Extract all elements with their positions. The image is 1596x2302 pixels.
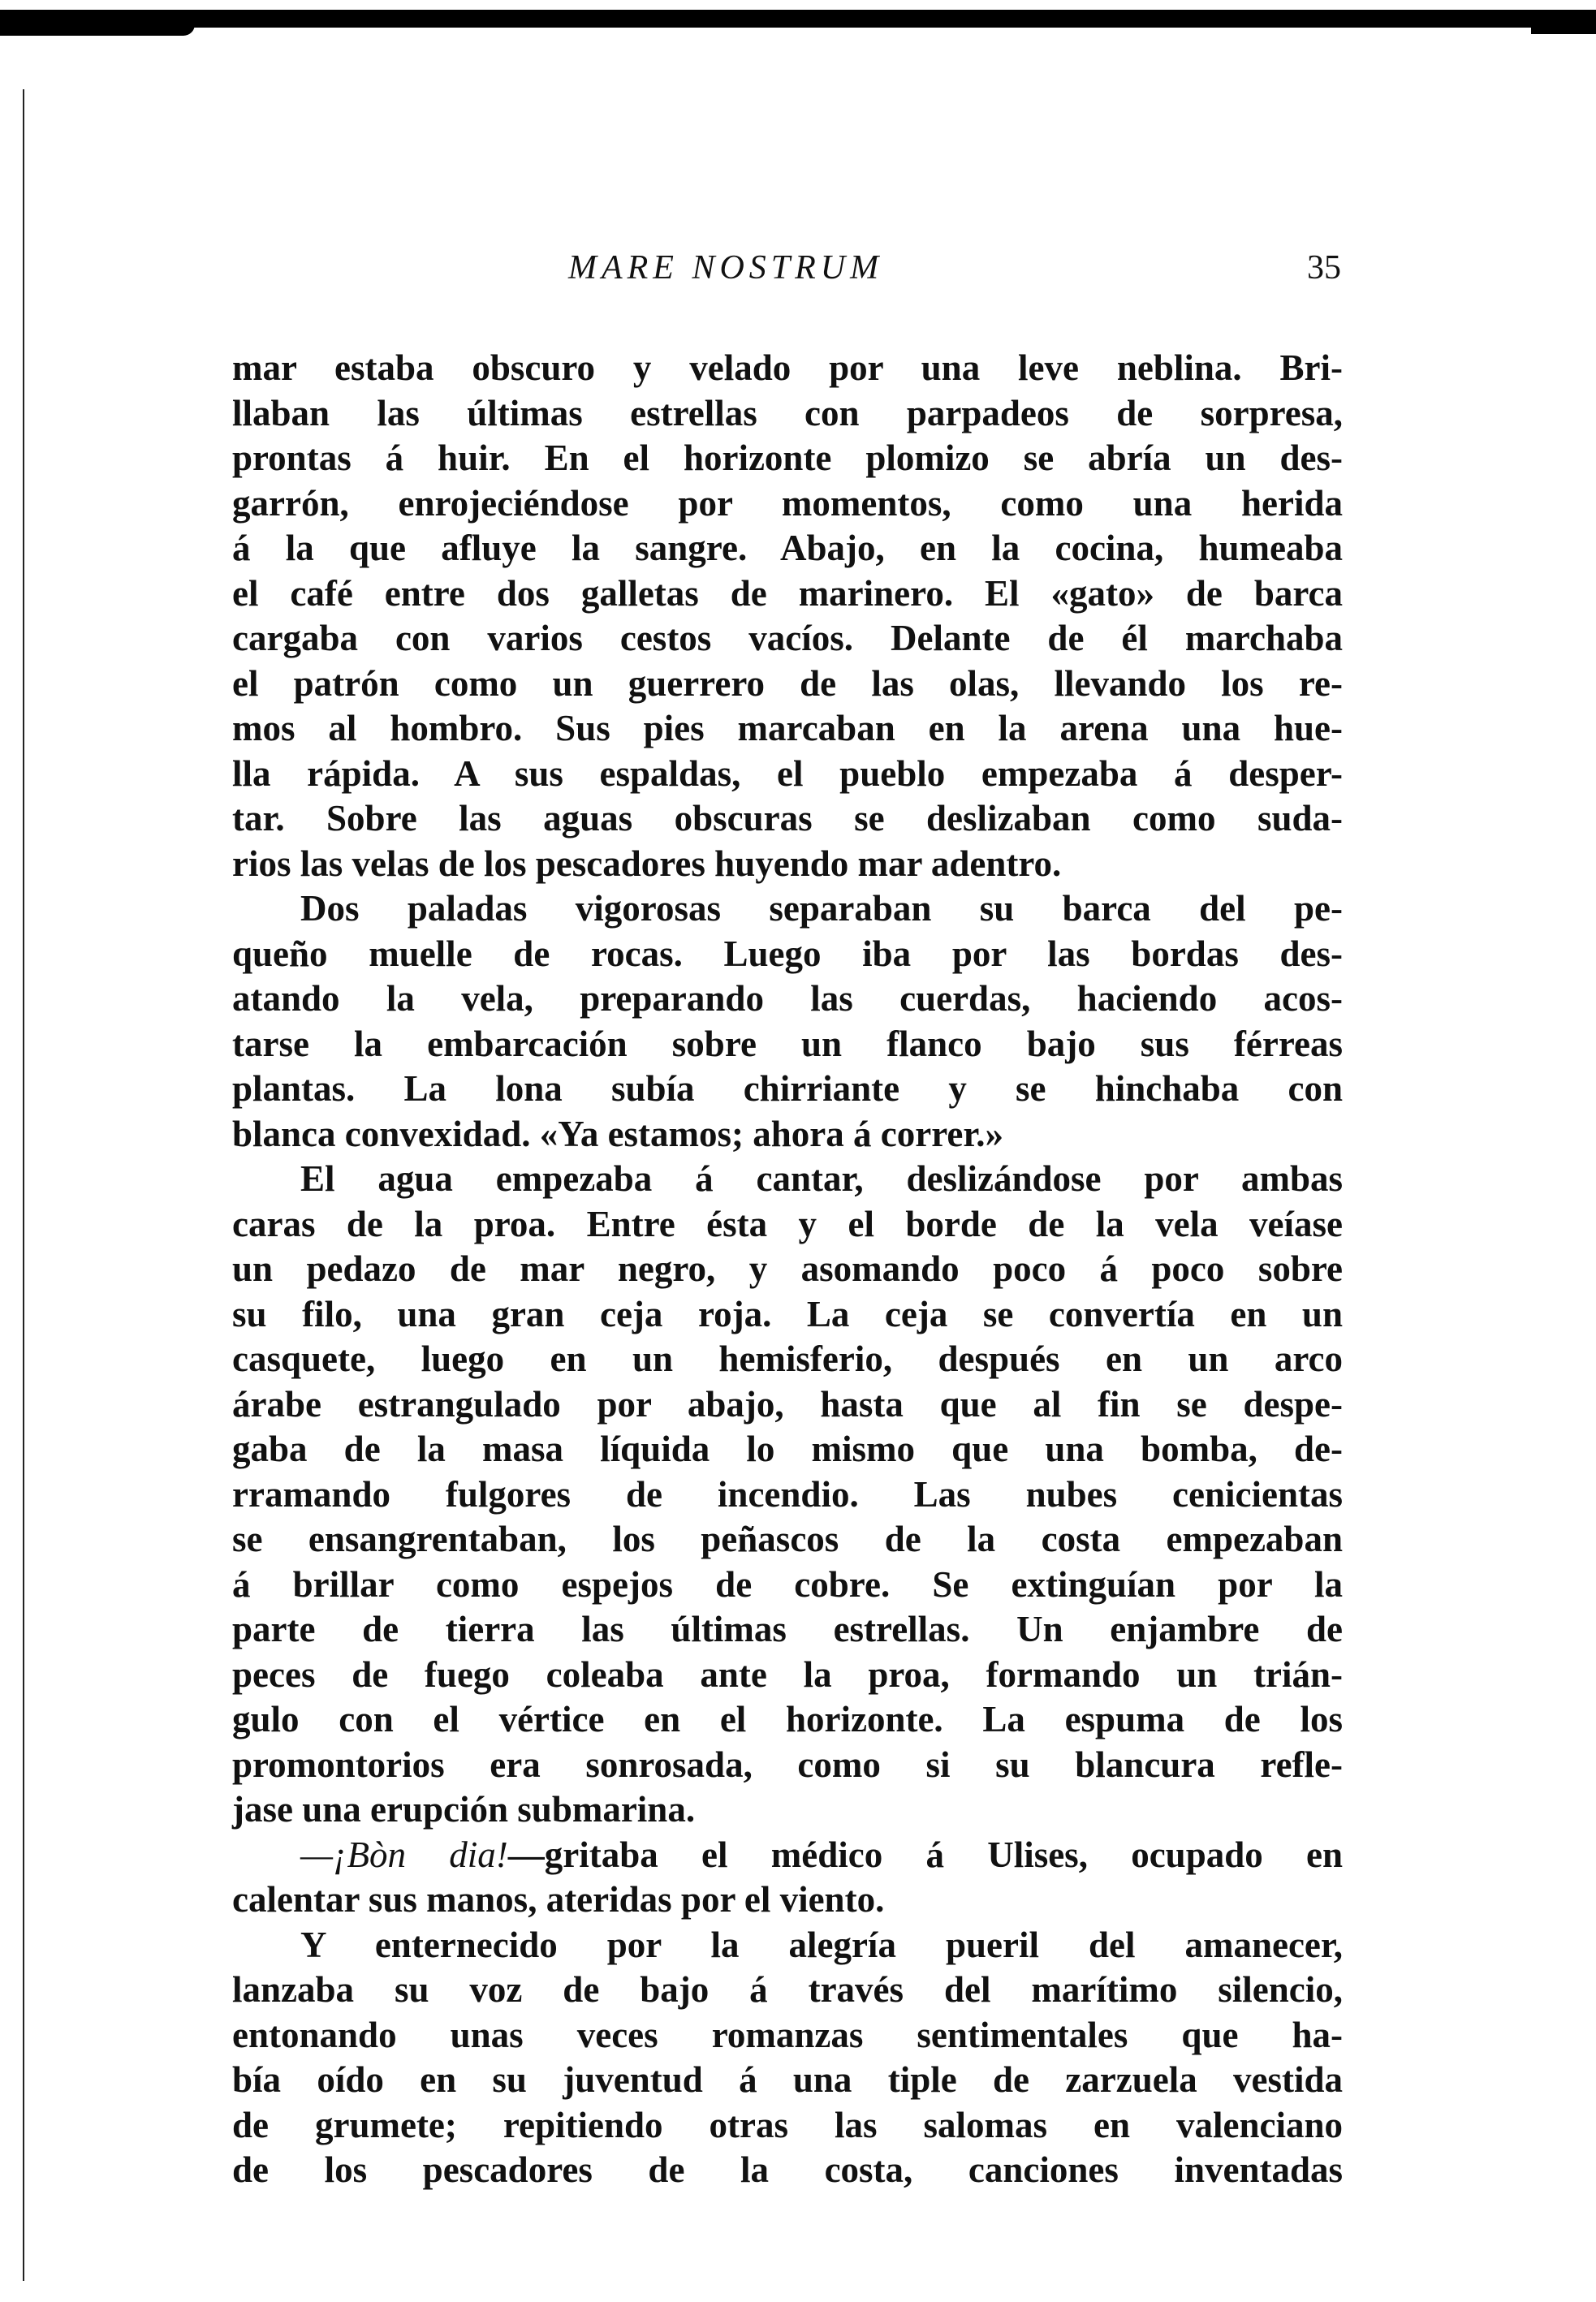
line-text: peces de fuego coleaba ante la proa, formando un trián-	[232, 1653, 1343, 1695]
text-line	[232, 526, 1343, 571]
body-text	[232, 346, 1343, 2193]
line-text: lla rápida. A sus espaldas, el pueblo empezaba á desper-	[232, 752, 1343, 794]
text-line	[232, 1202, 1343, 1248]
line-text: cargaba con varios cestos vacíos. Delante de él marchaba	[232, 618, 1343, 658]
line-text: queño muelle de rocas. Luego iba por las bordas des-	[232, 933, 1343, 974]
text-line	[232, 1292, 1343, 1338]
text-line	[232, 391, 1343, 437]
line-text: prontas á huir. En el horizonte plomizo se abría un des-	[232, 438, 1343, 478]
text-line	[232, 1247, 1343, 1292]
text-line	[232, 2013, 1343, 2058]
line-text: Y enternecido por la alegría pueril del amanecer,	[300, 1924, 1343, 1965]
line-text: mos al hombro. Sus pies marcaban en la arena una hue-	[232, 708, 1343, 748]
text-line	[232, 481, 1343, 527]
scan-edge-left	[23, 89, 24, 2281]
line-text: llaban las últimas estrellas con parpadeos de sorpresa,	[232, 392, 1343, 433]
scan-edge-shadow-right	[1531, 24, 1596, 34]
text-line	[232, 1697, 1343, 1743]
scan-edge-shadow	[0, 24, 195, 36]
text-line	[232, 1337, 1343, 1382]
text-line	[232, 346, 1343, 391]
line-text: caras de la proa. Entre ésta y el borde de la vela veíase	[232, 1203, 1343, 1244]
line-text: el café entre dos galletas de marinero. El «gato» de barca	[232, 572, 1343, 614]
text-line	[232, 1382, 1343, 1428]
text-line	[232, 1022, 1343, 1067]
text-line	[232, 1067, 1343, 1112]
line-text: de los pescadores de la costa, canciones inventadas	[232, 2149, 1343, 2190]
line-text: entonando unas veces romanzas sentimentales que ha-	[232, 2014, 1343, 2055]
text-line	[232, 1427, 1343, 1472]
text-line	[232, 2148, 1343, 2193]
line-text: de grumete; repitiendo otras las salomas en valenciano	[232, 2104, 1343, 2145]
line-text: á la que afluye la sangre. Abajo, en la cocina, humeaba	[232, 528, 1343, 568]
text-line	[232, 1112, 1343, 1157]
text-line	[232, 1743, 1343, 1788]
line-text: promontorios era sonrosada, como si su blancura refle-	[232, 1744, 1343, 1785]
line-text: mar estaba obscuro y velado por una leve neblina. Bri-	[232, 347, 1343, 388]
line-text: rramando fulgores de incendio. Las nubes cenicientas	[232, 1473, 1343, 1515]
text-line	[232, 2058, 1343, 2103]
text-line	[232, 842, 1343, 887]
line-text: á brillar como espejos de cobre. Se extinguían por la	[232, 1563, 1343, 1605]
line-text: lanzaba su voz de bajo á través del marítimo silencio,	[232, 1969, 1343, 2010]
text-line	[232, 886, 1343, 932]
line-text: —gritaba el médico á Ulises, ocupado en	[507, 1834, 1344, 1875]
text-line	[232, 571, 1343, 617]
text-line	[232, 662, 1343, 707]
text-line	[232, 1563, 1343, 1608]
text-line	[232, 1787, 1343, 1833]
line-text: árabe estrangulado por abajo, hasta que al fin se despe-	[232, 1383, 1343, 1425]
line-text: plantas. La lona subía chirriante y se hinchaba con	[232, 1068, 1343, 1109]
text-line	[232, 1923, 1343, 1968]
line-text: blanca convexidad. «Ya estamos; ahora á correr.»	[232, 1113, 1003, 1154]
text-line	[232, 1968, 1343, 2013]
text-line	[232, 1833, 1343, 1878]
text-line	[232, 1877, 1343, 1923]
line-text: garrón, enrojeciéndose por momentos, como una herida	[232, 482, 1343, 524]
line-text: jase una erupción submarina.	[232, 1789, 696, 1830]
text-line	[232, 752, 1343, 797]
text-line	[232, 1653, 1343, 1698]
text-line	[232, 1607, 1343, 1653]
page-number: 35	[1307, 249, 1341, 287]
line-text: El agua empezaba á cantar, deslizándose por ambas	[300, 1158, 1343, 1199]
line-text: rios las velas de los pescadores huyendo mar adentro.	[232, 843, 1062, 884]
line-text: gulo con el vértice en el horizonte. La espuma de los	[232, 1699, 1343, 1739]
scan-edge-top	[0, 10, 1596, 28]
line-text: un pedazo de mar negro, y asomando poco á poco sobre	[232, 1248, 1343, 1289]
text-line	[232, 436, 1343, 481]
line-text: se ensangrentaban, los peñascos de la costa empezaban	[232, 1519, 1343, 1559]
line-text: calentar sus manos, ateridas por el viento.	[232, 1879, 885, 1920]
text-line	[232, 796, 1343, 842]
line-text: tar. Sobre las aguas obscuras se deslizaban como suda-	[232, 798, 1343, 838]
line-text: casquete, luego en un hemisferio, después en un arco	[232, 1339, 1343, 1379]
line-text: atando la vela, preparando las cuerdas, haciendo acos-	[232, 978, 1343, 1019]
text-line	[232, 1472, 1343, 1518]
text-line	[232, 1517, 1343, 1563]
italic-exclamation: —¡Bòn dia!	[300, 1834, 508, 1875]
text-line	[232, 932, 1343, 977]
text-line	[232, 976, 1343, 1022]
text-line	[232, 706, 1343, 752]
text-line	[232, 1157, 1343, 1202]
text-line	[232, 616, 1343, 662]
line-text: gaba de la masa líquida lo mismo que una bomba, de-	[232, 1429, 1343, 1469]
running-title: MARE NOSTRUM	[568, 249, 884, 287]
line-text: su filo, una gran ceja roja. La ceja se convertía en un	[232, 1293, 1343, 1334]
line-text: tarse la embarcación sobre un flanco bajo sus férreas	[232, 1023, 1343, 1064]
line-text: Dos paladas vigorosas separaban su barca del pe-	[300, 888, 1343, 929]
line-text: el patrón como un guerrero de las olas, llevando los re-	[232, 662, 1343, 704]
text-line	[232, 2103, 1343, 2149]
line-text: bía oído en su juventud á una tiple de zarzuela vestida	[232, 2059, 1343, 2100]
line-text: parte de tierra las últimas estrellas. Un enjambre de	[232, 1609, 1343, 1649]
